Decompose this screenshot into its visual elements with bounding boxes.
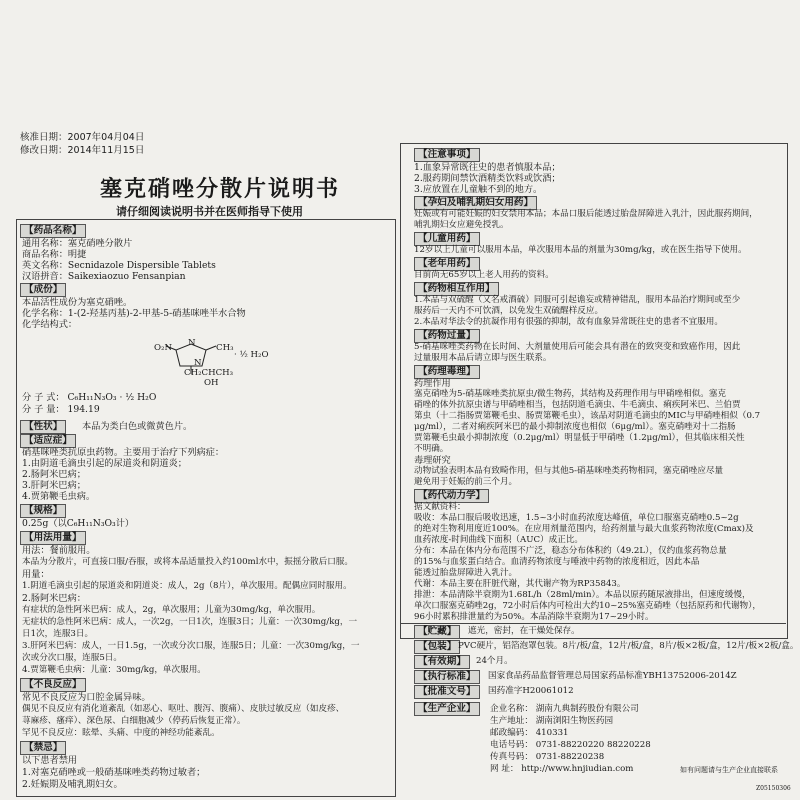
text-line: 网 址： http://www.hnjiudian.com [490,764,634,774]
text-line: 2.肠阿米巴病： [22,593,86,604]
text-line: 分布：本品在体内分布范围不广泛，稳态分布体积约（49.2L），仅约血浆药物总量 [414,546,727,556]
text-line: 化学结构式： [22,319,78,330]
approved-date: 核准日期：2007年04月04日 [20,132,145,143]
text-line: 服药后一天内不可饮酒，以免发生双硫醒样反应。 [414,306,604,316]
text-line: 化学名称：1-(2-羟基丙基)-2-甲基-5-硝基咪唑半水合物 [22,308,246,319]
text-line: 遮光，密封，在干燥处保存。 [468,626,580,636]
text-line: 荨麻疹、瘙痒）、深色尿、白细胞减少（停药后恢复正常）。 [22,716,246,726]
text-line: 汉语拼音：Saikexiaozuo Fensanpian [22,271,186,282]
struct-n1: N [188,338,196,348]
section-head-indications: 【适应症】 [20,434,76,448]
text-line: 本品为类白色或微黄色片。 [82,421,193,432]
text-line: 硝唑的体外抗原虫谱与甲硝唑相当，包括阴道毛滴虫、牛毛滴虫、痢疾阿米巴、兰伯贾 [414,400,741,410]
text-line: 生产地址： 湖南浏阳生物医药园 [490,716,614,726]
subheading: 药理作用 [414,378,451,389]
text-line: 能透过胎盘屏障进入乳汁。 [414,568,518,578]
text-line: 单次口服塞克硝唑2g，72小时后体内可检出大约10~25%塞克硝唑（包括原药和代谢物）， [414,601,762,611]
revised-date: 修改日期：2014年11月15日 [20,145,145,156]
text-line: 硝基咪唑类抗原虫药物。主要用于治疗下列病症： [22,447,225,458]
text-line: 妊娠或有可能妊娠的妇女禁用本品；本品口服后能透过胎盘屏障进入乳汁，因此服药期间， [414,209,758,219]
section-head-pregnancy: 【孕妇及哺乳期妇女用药】 [414,196,537,210]
text-line: 无症状的急性阿米巴病：成人，一次2g，一日1次，连服3日；儿童：一次30mg/kg，一 [22,617,358,627]
text-line: 据文献资料： [414,502,466,512]
usage-notice: 请仔细阅读说明书并在医师指导下使用 [116,205,303,218]
struct-no2: O₂N [154,343,173,353]
text-line: 12岁以上儿童可以服用本品，单次服用本品的剂量为30mg/kg，或在医生指导下使用。 [414,245,747,255]
text-line: 企业名称： 湖南九典制药股份有限公司 [490,704,639,714]
text-line: μg/ml），二者对痢疾阿米巴的最小抑制浓度也相似（6μg/ml）。塞克硝唑对十二指肠 [414,422,736,432]
section-head-elderly: 【老年用药】 [414,257,480,271]
section-head-properties: 【性状】 [20,420,66,434]
text-line: 2.服药期间禁饮酒精类饮料或饮酒； [414,173,561,184]
text-line: 商品名称：明捷 [22,249,87,260]
section-head-standard: 【执行标准】 [414,670,480,684]
section-head-validity: 【有效期】 [414,655,470,669]
text-line: 5-硝基咪唑类药物在长时间、大剂量使用后可能会具有潜在的致突变和致癌作用，因此 [414,342,741,352]
text-line: 动物试验表明本品有致畸作用，但与其他5-硝基咪唑类药物相同，塞克硝唑应尽量 [414,466,724,476]
text-line: PVC硬片，铝箔泡罩包装。8片/板/盒，12片/板/盒，8片/板×2板/盒，12片/板×2板/盒。 [458,641,799,651]
text-line: 2.本品对华法令的抗凝作用有很强的抑制，故有血象异常既往史的患者不宜服用。 [414,317,723,327]
section-head-interactions: 【药物相互作用】 [414,282,499,296]
text-line: 过量服用本品后请立即与医生联系。 [414,353,552,363]
print-code: Z05150306 [756,785,791,792]
section-head-pharmacokinetics: 【药代动力学】 [414,489,489,503]
section-head-manufacturer: 【生产企业】 [414,702,480,716]
text-line: 本品为分散片，可直接口服/吞服，或将本品适量投入约100ml水中，振摇分散后口服。 [22,557,353,567]
text-line: 1.由阴道毛滴虫引起的尿道炎和阴道炎； [22,458,187,469]
section-head-specs: 【规格】 [20,504,66,518]
text-line: 2.妊娠期及哺乳期妇女。 [22,779,123,790]
text-line: 排泄：本品清除半衰期为1.68L/h（28ml/min）。本品以原药随尿液排出，但速度缓慢， [414,590,751,600]
row-divider [400,623,786,624]
text-line: 的15%与血浆蛋白结合。血清药物浓度与唾液中药物的浓度相近，因此本品 [414,557,700,567]
struct-n3: N [194,358,202,368]
text-line: 3.应放置在儿童触不到的地方。 [414,184,543,195]
text-line: 罕见不良反应：眩晕、头痛、中度的神经功能紊乱。 [22,728,220,738]
text-line: 以下患者禁用 [22,755,78,766]
text-line: 0.25g（以C₆H₁₁N₃O₃计） [22,518,135,529]
section-head-contraindications: 【禁忌】 [20,741,66,755]
section-head-pharmacology: 【药理毒理】 [414,365,480,379]
text-line: 贾第鞭毛虫最小抑制浓度（0.2μg/ml）明显低于甲硝唑（1.2μg/ml），但其临床相关性 [414,433,745,443]
section-head-storage: 【贮藏】 [414,625,460,639]
text-line: 4.贾第鞭毛虫病。 [22,491,96,502]
text-line: 哺乳期妇女应避免授乳。 [414,220,509,230]
text-line: 1.阴道毛滴虫引起的尿道炎和阴道炎：成人，2g（8片），单次服用。配偶应同时服用。 [22,581,352,591]
text-line: 国家食品药品监督管理总局国家药品标准YBH13752006-2014Z [488,671,737,681]
section-head-cautions: 【注意事项】 [414,148,480,162]
text-line: 血药浓度-时间曲线下面积（AUC）成正比。 [414,535,584,545]
text-line: 用法：餐前服用。 [22,545,96,556]
text-line: 不明确。 [414,444,449,454]
section-head-dosage: 【用法用量】 [20,531,86,545]
text-line: 目前尚无65岁以上老人用药的资料。 [414,270,554,280]
text-line: 96小时累积排泄量约为50%。本品消除半衰期为17~29小时。 [414,612,654,622]
text-line: 1.血象异常既往史的患者慎服本品； [414,162,561,173]
section-head-adverse: 【不良反应】 [20,678,86,692]
struct-hydrate: · ½ H₂O [234,350,269,360]
text-line: 用量： [22,569,50,580]
section-head-packaging: 【包装】 [414,640,460,654]
text-line: 避免用于妊娠的前三个月。 [414,477,518,487]
document-title: 塞克硝唑分散片说明书 [100,177,341,202]
text-line: 电话号码： 0731-88220220 88220228 [490,740,651,750]
section-head-composition: 【成份】 [20,283,66,297]
text-line: 次或分次口服，连服5日。 [22,653,122,663]
molecular-formula: 分 子 式： C₆H₁₁N₃O₃ · ½ H₂O [22,392,157,403]
section-head-name: 【药品名称】 [20,224,86,238]
section-head-approval: 【批准文号】 [414,685,480,699]
text-line: 的绝对生物利用度近100%。在应用剂量范围内，给药剂量与最大血浆药物浓度(Cmax)及 [414,524,754,534]
struct-side: CH₂CHCH₃ [184,368,234,378]
text-line: 1.本品与双硫醒（又名戒酒硫）同服可引起谵妄或精神错乱，服用本品治疗期间或至少 [414,295,741,305]
text-line: 国药准字H20061012 [488,686,574,696]
text-line: 3.肝阿米巴病； [22,480,86,491]
text-line: 本品活性成份为塞克硝唑。 [22,297,133,308]
text-line: 日1次，连服3日。 [22,629,94,639]
text-line: 24个月。 [476,656,513,666]
text-line: 第虫（十二指肠贾第鞭毛虫、肠贾第鞭毛虫），该品对阴道毛滴虫的MIC与甲硝唑相似（0.7 [414,411,761,421]
text-line: 有症状的急性阿米巴病：成人，2g，单次服用；儿童为30mg/kg，单次服用。 [22,605,321,615]
text-line: 英文名称：Secnidazole Dispersible Tablets [22,260,216,271]
text-line: 2.肠阿米巴病； [22,469,86,480]
text-line: 1.对塞克硝唑或一般硝基咪唑类药物过敏者； [22,767,206,778]
molecular-weight: 分 子 量： 194.19 [22,404,100,415]
text-line: 邮政编码： 410331 [490,728,569,738]
text-line: 常见不良反应为口腔金属异味。 [22,692,151,703]
section-head-children: 【儿童用药】 [414,232,480,246]
text-line: 吸收：本品口服后吸收迅速，1.5~3小时血药浓度达峰值，单位口服塞克硝唑0.5~2g [414,513,739,523]
text-line: 传真号码： 0731-88220238 [490,752,605,762]
text-line: 通用名称：塞克硝唑分散片 [22,238,133,249]
contact-note: 如有问题请与生产企业直接联系 [680,766,778,774]
text-line: 3.肝阿米巴病：成人，一日1.5g，一次或分次口服，连服5日；儿童：一次30mg/kg，一 [22,641,360,651]
struct-oh: OH [204,378,219,388]
text-line: 4.贾第鞭毛虫病：儿童：30mg/kg，单次服用。 [22,665,206,675]
text-line: 偶见不良反应有消化道紊乱（如恶心、呕吐、腹泻、腹痛）、皮肤过敏反应（如皮疹、 [22,704,345,714]
section-head-overdose: 【药物过量】 [414,329,480,343]
struct-ch3: CH₃ [216,343,234,353]
text-line: 代谢：本品主要在肝脏代谢，其代谢产物为RP35843。 [414,579,626,589]
subheading: 毒理研究 [414,455,451,466]
text-line: 塞克硝唑为5-硝基咪唑类抗原虫/微生物药，其结构及药理作用与甲硝唑相似。塞克 [414,389,727,399]
